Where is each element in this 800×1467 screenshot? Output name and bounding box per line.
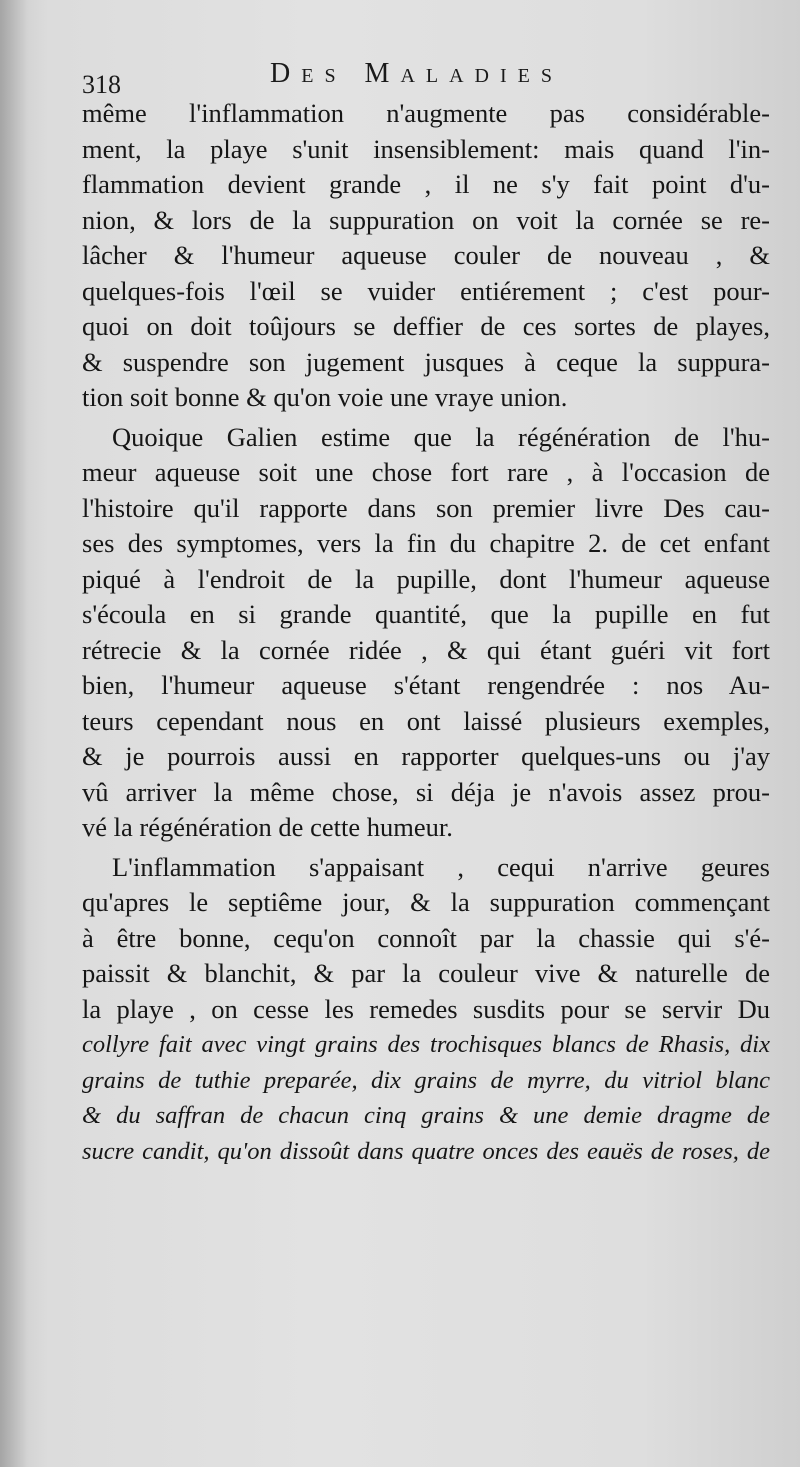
italic-line: sucre candit, qu'on dissoût dans quatre onces des eauës de roses, de [82,1137,770,1165]
text-line: rétrecie & la cornée ridée , & qui étant guéri vit fort [82,634,770,665]
text-line: vé la régénération de cette humeur. [82,812,453,842]
text-line: même l'inflammation n'augmente pas considérable- [82,98,770,128]
text-line: ses des symptomes, vers la fin du chapitre 2. de cet enfant [82,528,770,558]
text-line: paissit & blanchit, & par la couleur vive & naturelle de [82,958,770,988]
text-line: quoi on doit toûjours se deffier de ces sortes de playes, [82,311,770,341]
text-line: tion soit bonne & qu'on voie une vraye union. [82,382,568,412]
italic-recipe [82,1027,770,1169]
text-line: ment, la playe s'unit insensiblement: mais quand l'in- [82,133,770,164]
text-line: s'écoula en si grande quantité, que la pupille en fut [82,599,770,629]
text-line: flammation devient grande , il ne s'y fait point d'u- [82,169,770,199]
paragraph-3 [82,850,770,1170]
text-line: & je pourrois aussi en rapporter quelques-uns ou j'ay [82,741,770,771]
text-line: vû arriver la même chose, si déja je n'avois assez prou- [82,776,770,807]
text-line: qu'apres le septiême jour, & la suppuration commençant [82,887,770,917]
text-line: quelques-fois l'œil se vuider entiérement ; c'est pour- [82,275,770,306]
text-line: meur aqueuse soit une chose fort rare , à l'occasion de [82,457,770,487]
italic-line: collyre fait avec vingt grains des trochisques blancs de Rhasis, dix [82,1031,770,1058]
text-line: Quoique Galien estime que la régénération de l'hu- [112,421,770,452]
body-text [82,96,770,1169]
italic-line: & du saffran de chacun cinq grains & une demie dragme de [82,1102,770,1129]
text-line: la playe , on cesse les remedes susdits pour se servir Du [82,993,770,1024]
text-line: piqué à l'endroit de la pupille, dont l'humeur aqueuse [82,563,770,594]
text-line: bien, l'humeur aqueuse s'étant rengendrée : nos Au- [82,670,770,700]
text-line: & suspendre son jugement jusques à ceque la suppura- [82,346,770,377]
paragraph-2 [82,420,770,846]
blank-margin [0,1180,800,1467]
page-number: 318 [82,70,121,99]
text-line: l'histoire qu'il rapporte dans son premier livre Des cau- [82,492,770,523]
text-line: nion, & lors de la suppuration on voit la cornée se re- [82,204,770,235]
text-line: lâcher & l'humeur aqueuse couler de nouveau , & [82,240,770,270]
text-line: teurs cependant nous en ont laissé plusieurs exemples, [82,705,770,736]
paragraph-1 [82,96,770,416]
italic-line: grains de tuthie preparée, dix grains de myrre, du vitriol blanc [82,1066,770,1094]
running-head: Des Maladies [270,58,564,89]
text-line: L'inflammation s'appaisant , cequi n'arrive geures [112,851,770,882]
text-line: à être bonne, cequ'on connoît par la chassie qui s'é- [82,922,770,953]
